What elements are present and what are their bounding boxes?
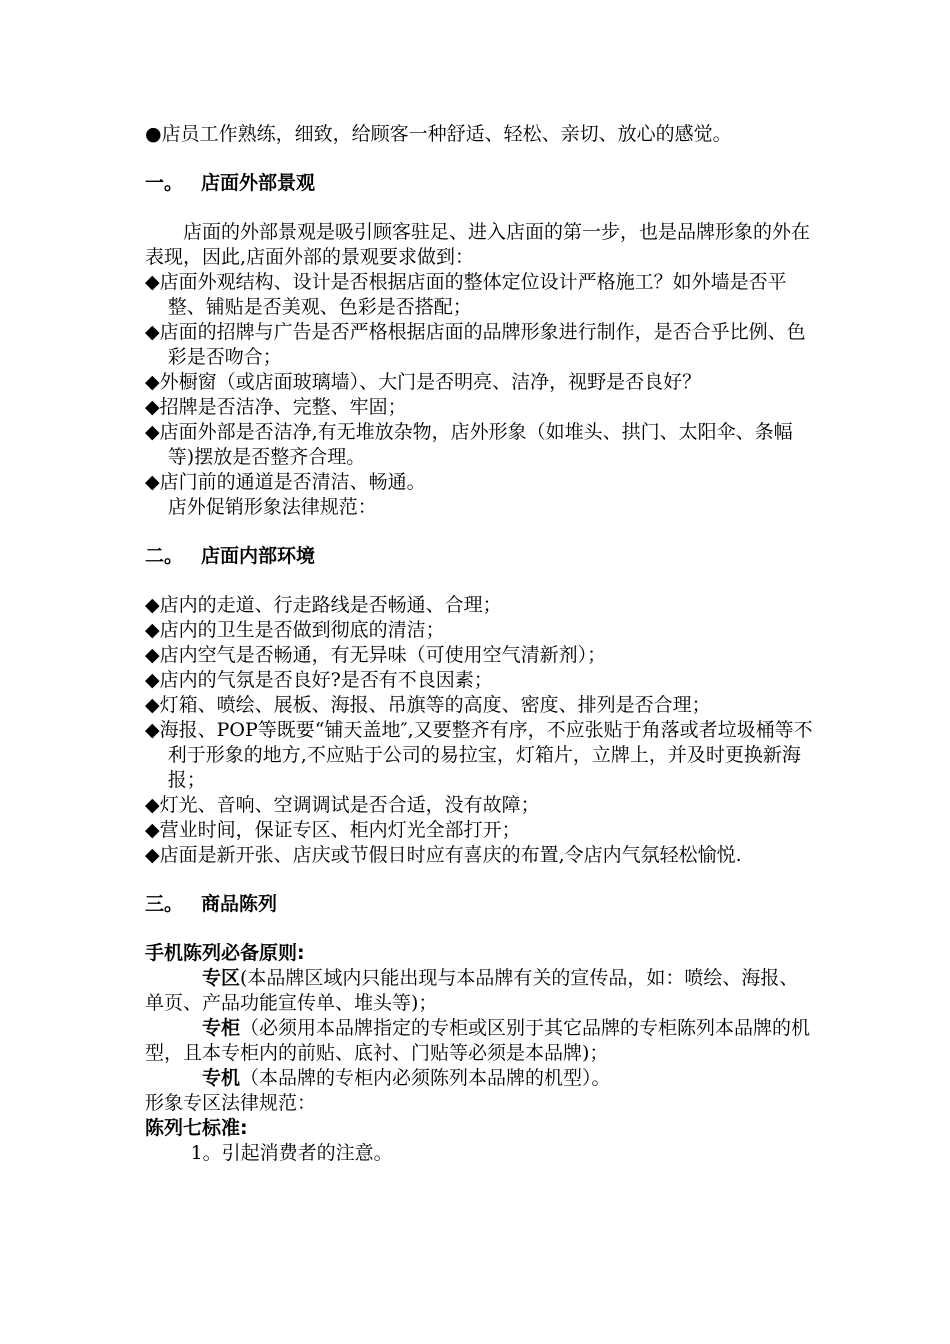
list-item: ◆店内的走道、行走路线是否畅通、合理； (145, 594, 502, 616)
section3-title: 商品陈列 (201, 893, 278, 915)
principle-item (145, 966, 815, 1016)
section3-heading (145, 892, 815, 917)
list-item: ◆店内空气是否畅通，有无异味（可使用空气清新剂）； (145, 644, 607, 666)
principle-item (145, 1016, 815, 1066)
section1-note: 店外促销形象法律规范： (167, 496, 377, 518)
list-item: ◆店面外观结构、设计是否根据店面的整体定位设计严格施工？如外墙是否平整、铺贴是否美观、色彩是否搭配； (145, 271, 787, 318)
principle-keyword: 专柜 (202, 1017, 241, 1039)
list-item: ◆灯箱、喷绘、展板、海报、吊旗等的高度、密度、排列是否合理； (145, 694, 711, 716)
list-item: ◆海报、POP等既要“铺天盖地″,又要整齐有序，不应张贴于角落或者垃圾桶等不利于形象的地方,不应贴于公司的易拉宝，灯箱片，立牌上，并及时更换新海报； (145, 719, 813, 791)
list-item: ◆外橱窗（或店面玻璃墙）、大门是否明亮、洁净，视野是否良好？ (145, 371, 702, 393)
principle-text: （本品牌的专柜内必须陈列本品牌的机型）。 (240, 1067, 611, 1089)
principle-item (145, 1066, 815, 1091)
standard-item: 1。引起消费者的注意。 (190, 1142, 393, 1164)
list-item: ◆店内的气氛是否良好?是否有不良因素； (145, 669, 493, 691)
list-item: ◆招牌是否洁净、完整、牢固； (145, 396, 407, 418)
list-item: ◆灯光、音响、空调调试是否合适，没有故障； (145, 794, 540, 816)
list-item: ◆店面外部是否洁净,有无堆放杂物，店外形象（如堆头、拱门、太阳伞、条幅等)摆放是否整齐合理。 (145, 421, 793, 468)
list-item: ◆店门前的通道是否清洁、畅通。 (145, 471, 426, 493)
principles-title: 手机陈列必备原则: (145, 942, 305, 964)
document-page (145, 122, 815, 1166)
section1-paragraph: 店面的外部景观是吸引顾客驻足、进入店面的第一步，也是品牌形象的外在表现，因此,店面外部的景观要求做到： (145, 221, 811, 268)
section2-number: 二。 (145, 545, 184, 567)
principle-text: (本品牌区域内只能出现与本品牌有关的宣传品，如：喷绘、海报、单页、产品功能宣传单、堆头等)； (145, 967, 799, 1014)
principle-keyword: 专区 (202, 967, 241, 989)
section2-title: 店面内部环境 (201, 545, 316, 567)
legal-note: 形象专区法律规范： (145, 1092, 317, 1114)
section1-number: 一。 (145, 172, 184, 194)
section3-number: 三。 (145, 893, 184, 915)
intro-text: ●店员工作熟练，细致，给顾客一种舒适、轻松、亲切、放心的感觉。 (145, 123, 732, 145)
principle-text: （必须用本品牌指定的专柜或区别于其它品牌的专柜陈列本品牌的机型，且本专柜内的前贴、底衬、门贴等必须是本品牌)； (145, 1017, 811, 1064)
list-item: ◆营业时间，保证专区、柜内灯光全部打开； (145, 819, 521, 841)
section1-heading (145, 171, 815, 196)
list-item: ◆店面的招牌与广告是否严格根据店面的品牌形象进行制作，是否合乎比例、色彩是否吻合； (145, 321, 806, 368)
principle-keyword: 专机 (202, 1067, 241, 1089)
list-item: ◆店面是新开张、店庆或节假日时应有喜庆的布置,令店内气氛轻松愉悦. (145, 844, 742, 866)
section1-title: 店面外部景观 (201, 172, 316, 194)
list-item: ◆店内的卫生是否做到彻底的清洁； (145, 619, 445, 641)
standards-title: 陈列七标准: (145, 1117, 248, 1139)
section2-heading (145, 544, 815, 569)
